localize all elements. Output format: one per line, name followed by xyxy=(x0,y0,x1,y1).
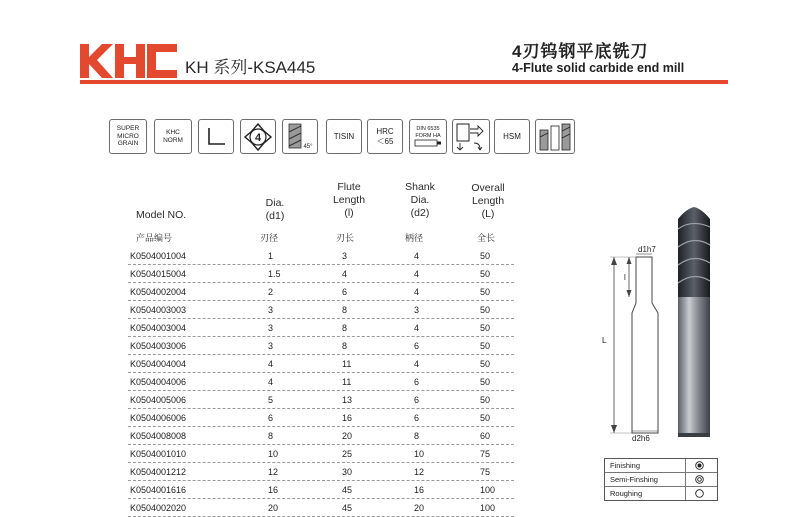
badge-line: KHC xyxy=(166,129,180,136)
cell-shank: 4 xyxy=(414,269,420,279)
header-line: (d2) xyxy=(410,207,430,219)
cell-shank: 20 xyxy=(414,503,425,513)
table-row xyxy=(128,481,514,499)
cell-dia: 3 xyxy=(268,341,274,351)
header-line: (l) xyxy=(344,207,354,219)
cell-flute: 45 xyxy=(342,503,353,513)
cell-shank: 6 xyxy=(414,341,420,351)
super-micro-grain-badge xyxy=(109,119,147,154)
double-circle-icon xyxy=(695,461,704,470)
cell-overall: 50 xyxy=(480,359,491,369)
cell-flute: 16 xyxy=(342,413,353,423)
cutting-direction-icon xyxy=(452,119,490,154)
cell-overall: 50 xyxy=(480,323,491,333)
cell-overall: 50 xyxy=(480,377,491,387)
cell-overall: 50 xyxy=(480,251,491,261)
cell-overall: 75 xyxy=(480,449,491,459)
cell-flute: 8 xyxy=(342,323,348,333)
table-row xyxy=(128,427,514,445)
machining-legend xyxy=(604,458,718,501)
table-row xyxy=(128,373,514,391)
header-line: Overall xyxy=(471,182,505,194)
cell-model: K0504006006 xyxy=(130,413,187,423)
cell-overall: 50 xyxy=(480,269,491,279)
table-row xyxy=(128,499,514,517)
dim-d2-label: d2h6 xyxy=(632,434,650,443)
end-mill-drawing xyxy=(598,205,722,445)
table-row xyxy=(128,265,514,283)
col-header-cn-flute: 刃长 xyxy=(336,233,355,243)
header-line: Dia. xyxy=(265,197,285,209)
cell-overall: 100 xyxy=(480,503,496,513)
cell-flute: 30 xyxy=(342,467,353,477)
cell-shank: 6 xyxy=(414,395,420,405)
helix-angle-icon xyxy=(282,119,318,154)
product-table xyxy=(128,247,514,517)
cell-flute: 3 xyxy=(342,251,348,261)
cell-overall: 75 xyxy=(480,467,491,477)
header-line: Flute xyxy=(337,181,361,193)
table-row xyxy=(128,463,514,481)
shank-form-icon xyxy=(413,139,443,147)
cell-shank: 4 xyxy=(414,359,420,369)
legend-row-roughing xyxy=(605,487,717,500)
cell-flute: 11 xyxy=(342,377,352,387)
badge-line: NORM xyxy=(163,136,183,144)
legend-divider xyxy=(685,487,686,500)
cell-model: K0504001212 xyxy=(130,467,187,477)
cell-model: K0504004006 xyxy=(130,377,187,387)
header-divider xyxy=(80,80,728,84)
legend-label: Finishing xyxy=(610,461,641,470)
header-line: Length xyxy=(332,194,366,206)
hrc-badge xyxy=(367,119,403,154)
din-6535-badge xyxy=(409,119,447,154)
cell-model: K0504001004 xyxy=(130,251,187,261)
hsm-badge xyxy=(494,119,530,154)
cell-shank: 4 xyxy=(414,323,420,333)
col-header-cn-shank: 柄径 xyxy=(405,233,424,243)
table-row xyxy=(128,247,514,265)
cell-model: K0504008008 xyxy=(130,431,187,441)
outline-drawing xyxy=(602,245,658,443)
col-header-cn-overall: 全长 xyxy=(477,233,496,243)
cell-dia: 6 xyxy=(268,413,274,423)
cell-model: K0504015004 xyxy=(130,269,187,279)
cell-dia: 2 xyxy=(268,287,274,297)
cell-dia: 5 xyxy=(268,395,274,405)
cell-flute: 8 xyxy=(342,305,348,315)
cell-model: K0504001010 xyxy=(130,449,187,459)
cell-shank: 6 xyxy=(414,413,420,423)
square-end-icon xyxy=(198,119,234,154)
col-header-shank xyxy=(397,181,443,220)
hsm-label: HSM xyxy=(503,131,521,141)
badge-line: SUPER xyxy=(116,125,140,133)
cell-shank: 4 xyxy=(414,251,420,261)
header-line: (d1) xyxy=(265,210,285,222)
header-line: Shank xyxy=(405,181,435,193)
khc-logo xyxy=(80,44,177,78)
coolant-icon xyxy=(535,119,575,154)
product-title-cn: 4刃钨钢平底铣刀 xyxy=(512,42,649,61)
cell-overall: 100 xyxy=(480,485,496,495)
cell-dia: 1 xyxy=(268,251,274,261)
legend-divider xyxy=(685,473,686,486)
cell-model: K0504004004 xyxy=(130,359,187,369)
table-row xyxy=(128,355,514,373)
cell-flute: 45 xyxy=(342,485,353,495)
cell-flute: 13 xyxy=(342,395,353,405)
tisin-coating-badge xyxy=(326,119,362,154)
cell-dia: 3 xyxy=(268,323,274,333)
cell-shank: 10 xyxy=(414,449,425,459)
cell-model: K0504003003 xyxy=(130,305,187,315)
cell-dia: 16 xyxy=(268,485,279,495)
dim-l-label: l xyxy=(624,273,626,282)
col-header-overall xyxy=(463,182,513,221)
table-row xyxy=(128,301,514,319)
cell-dia: 1.5 xyxy=(268,269,281,279)
cell-flute: 20 xyxy=(342,431,353,441)
cell-dia: 3 xyxy=(268,305,274,315)
cell-model: K0504005006 xyxy=(130,395,187,405)
din-form: FORM HA xyxy=(415,132,441,139)
cell-dia: 8 xyxy=(268,431,274,441)
cell-model: K0504002004 xyxy=(130,287,187,297)
cell-model: K0504002020 xyxy=(130,503,187,513)
cell-overall: 50 xyxy=(480,305,491,315)
col-header-flute xyxy=(326,181,372,220)
hrc-label: HRC xyxy=(376,126,394,136)
four-flute-icon xyxy=(240,119,276,154)
cell-flute: 4 xyxy=(342,269,348,279)
legend-divider xyxy=(685,459,686,472)
cell-flute: 6 xyxy=(342,287,348,297)
cell-dia: 12 xyxy=(268,467,279,477)
cell-flute: 11 xyxy=(342,359,352,369)
cell-overall: 50 xyxy=(480,341,491,351)
hrc-value: ＜65 xyxy=(376,136,394,146)
col-header-cn-dia: 刃径 xyxy=(260,233,279,243)
header-line: Length xyxy=(471,195,505,207)
cell-dia: 10 xyxy=(268,449,279,459)
coating-label: TISIN xyxy=(333,131,355,141)
badge-line: GRAIN xyxy=(117,140,139,148)
table-row xyxy=(128,283,514,301)
cell-dia: 20 xyxy=(268,503,279,513)
cell-shank: 3 xyxy=(414,305,420,315)
cell-flute: 8 xyxy=(342,341,348,351)
khc-norm-badge xyxy=(154,119,192,154)
legend-row-finishing xyxy=(605,459,717,473)
table-row xyxy=(128,391,514,409)
cell-model: K0504003006 xyxy=(130,341,187,351)
cell-flute: 25 xyxy=(342,449,353,459)
cell-shank: 4 xyxy=(414,287,420,297)
dim-L-label: L xyxy=(602,336,607,345)
col-header-dia xyxy=(258,197,292,223)
cell-overall: 50 xyxy=(480,395,491,405)
cell-dia: 4 xyxy=(268,359,274,369)
cell-shank: 16 xyxy=(414,485,425,495)
cell-model: K0504001616 xyxy=(130,485,187,495)
cell-dia: 4 xyxy=(268,377,274,387)
product-series-title: KH 系列-KSA445 xyxy=(185,58,316,77)
cell-shank: 12 xyxy=(414,467,425,477)
circle-icon xyxy=(695,489,704,498)
col-header-cn-model: 产品编号 xyxy=(136,233,173,243)
dim-d1-label: d1h7 xyxy=(638,245,656,254)
cell-overall: 50 xyxy=(480,287,491,297)
cell-overall: 50 xyxy=(480,413,491,423)
flute-count: 4 xyxy=(254,131,262,144)
header-line: (L) xyxy=(481,208,495,220)
table-row xyxy=(128,445,514,463)
end-mill-photo xyxy=(678,207,710,437)
cell-shank: 8 xyxy=(414,431,420,441)
cell-model: K0504003004 xyxy=(130,323,187,333)
legend-label: Semi-Finshing xyxy=(610,475,658,484)
din-label: DIN 6535 xyxy=(416,126,440,132)
helix-angle-label: 45° xyxy=(303,143,313,150)
col-header-model: Model NO. xyxy=(136,209,187,221)
table-row xyxy=(128,319,514,337)
table-row xyxy=(128,409,514,427)
cell-overall: 60 xyxy=(480,431,491,441)
legend-label: Roughing xyxy=(610,489,643,498)
ring-icon xyxy=(695,475,704,484)
cell-shank: 6 xyxy=(414,377,420,387)
badge-line: MICRO xyxy=(117,132,139,140)
table-row xyxy=(128,337,514,355)
legend-row-semi-finishing xyxy=(605,473,717,487)
header-line: Dia. xyxy=(410,194,430,206)
product-title-en: 4-Flute solid carbide end mill xyxy=(512,61,685,75)
